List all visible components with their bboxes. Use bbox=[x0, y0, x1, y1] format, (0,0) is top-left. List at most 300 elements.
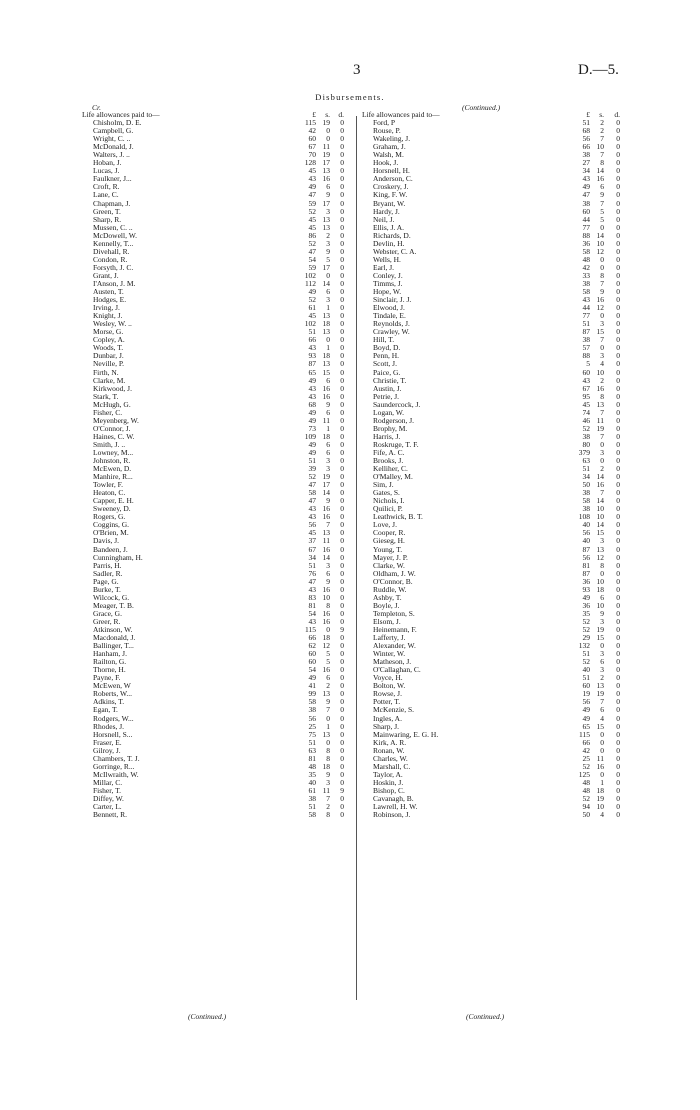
payee-name: Bryant, W. bbox=[373, 198, 406, 208]
payee-name: Bennett, R. bbox=[93, 810, 127, 820]
pence-value: 0 bbox=[340, 351, 344, 361]
pounds-value: 57 bbox=[582, 343, 590, 353]
pence-value: 0 bbox=[616, 383, 620, 393]
pounds-value: 51 bbox=[308, 802, 316, 812]
pence-value: 0 bbox=[340, 584, 344, 594]
payee-name: Thorne, H. bbox=[93, 665, 126, 675]
pounds-value: 81 bbox=[308, 600, 316, 610]
pence-value: 0 bbox=[616, 238, 620, 248]
payee-name: Clarke, W. bbox=[373, 560, 405, 570]
payee-name: McEwen, D. bbox=[93, 464, 132, 474]
pounds-value: 34 bbox=[582, 472, 590, 482]
payee-name: Copley, A. bbox=[93, 335, 125, 345]
pence-value: 0 bbox=[340, 745, 344, 755]
shillings-value: 13 bbox=[322, 311, 330, 321]
ledger-row bbox=[362, 473, 632, 481]
page-title: Disbursements. bbox=[315, 92, 385, 102]
shillings-value: 3 bbox=[600, 665, 604, 675]
payee-name: Irving, J. bbox=[93, 303, 120, 313]
payee-name: Atkinson, W. bbox=[93, 625, 133, 634]
pence-value: 0 bbox=[340, 697, 344, 707]
shillings-value: 10 bbox=[596, 504, 604, 514]
pence-value: 0 bbox=[340, 520, 344, 530]
pounds-value: 61 bbox=[308, 303, 316, 313]
payee-name: Alexander, W. bbox=[373, 641, 416, 651]
shillings-value: 3 bbox=[600, 351, 604, 361]
pence-value: 0 bbox=[340, 319, 344, 329]
shillings-value: 9 bbox=[600, 287, 604, 297]
pence-value: 0 bbox=[340, 608, 344, 618]
pounds-unit: £ bbox=[312, 110, 316, 119]
ledger-row bbox=[362, 256, 632, 264]
ledger-row bbox=[362, 344, 632, 352]
payee-name: Heinemann, F. bbox=[373, 625, 417, 634]
payee-name: Tindale, E. bbox=[373, 311, 406, 321]
pence-value: 0 bbox=[340, 383, 344, 393]
pounds-value: 49 bbox=[582, 713, 590, 723]
shillings-value: 12 bbox=[322, 641, 330, 651]
pounds-value: 43 bbox=[308, 584, 316, 594]
payee-name: Hill, T. bbox=[373, 335, 395, 345]
pence-value: 0 bbox=[616, 592, 620, 602]
pence-value: 0 bbox=[340, 600, 344, 610]
pounds-value: 61 bbox=[308, 785, 316, 795]
payee-name: Voyce, H. bbox=[373, 673, 403, 683]
payee-name: Horsnell, H. bbox=[373, 166, 410, 176]
column-header-label: Life allowances paid to— bbox=[82, 110, 160, 119]
pounds-value: 52 bbox=[582, 793, 590, 803]
left-column bbox=[82, 111, 354, 819]
pence-value: 0 bbox=[616, 230, 620, 240]
shillings-value: 15 bbox=[596, 721, 604, 731]
pounds-value: 51 bbox=[308, 737, 316, 747]
pounds-value: 77 bbox=[582, 222, 590, 232]
pounds-value: 29 bbox=[582, 633, 590, 643]
shillings-value: 3 bbox=[326, 456, 330, 466]
ledger-row bbox=[362, 706, 632, 714]
pence-value: 0 bbox=[616, 560, 620, 570]
shillings-value: 16 bbox=[322, 584, 330, 594]
pounds-value: 81 bbox=[582, 560, 590, 570]
pence-value: 0 bbox=[340, 488, 344, 498]
pounds-value: 52 bbox=[308, 472, 316, 482]
pounds-value: 67 bbox=[582, 383, 590, 393]
pounds-value: 49 bbox=[582, 182, 590, 192]
shillings-value: 17 bbox=[322, 480, 330, 490]
shillings-value: 19 bbox=[596, 625, 604, 634]
pence-value: 0 bbox=[340, 423, 344, 433]
payee-name: Millar, C. bbox=[93, 777, 123, 787]
payee-name: Devlin, H. bbox=[373, 238, 405, 248]
payee-name: Morse, G. bbox=[93, 327, 124, 337]
pence-value: 0 bbox=[616, 488, 620, 498]
payee-name: Grant, J. bbox=[93, 270, 119, 280]
pounds-value: 52 bbox=[308, 238, 316, 248]
shillings-value: 3 bbox=[326, 560, 330, 570]
pence-value: 0 bbox=[616, 689, 620, 699]
payee-name: McKenzie, S. bbox=[373, 705, 415, 715]
pounds-value: 52 bbox=[582, 761, 590, 771]
shillings-value: 0 bbox=[326, 134, 330, 144]
pounds-value: 45 bbox=[582, 399, 590, 409]
payee-name: Lane, C. bbox=[93, 190, 119, 200]
shillings-value: 7 bbox=[600, 278, 604, 288]
shillings-value: 10 bbox=[596, 238, 604, 248]
payee-name: Boyle, J. bbox=[373, 600, 400, 610]
pounds-value: 47 bbox=[308, 480, 316, 490]
shillings-value: 11 bbox=[322, 142, 330, 152]
pounds-value: 52 bbox=[582, 423, 590, 433]
pounds-value: 56 bbox=[308, 713, 316, 723]
shillings-value: 12 bbox=[596, 246, 604, 256]
credit-label: Cr. bbox=[92, 103, 101, 112]
pence-value: 0 bbox=[340, 802, 344, 812]
pounds-value: 65 bbox=[308, 367, 316, 377]
pence-value: 0 bbox=[340, 166, 344, 176]
pounds-value: 51 bbox=[582, 464, 590, 474]
payee-name: Brooks, J. bbox=[373, 456, 404, 466]
shillings-value: 16 bbox=[596, 480, 604, 490]
shillings-value: 3 bbox=[326, 206, 330, 216]
payee-name: Anderson, C. bbox=[373, 174, 413, 184]
payee-name: Taylor, A. bbox=[373, 769, 403, 779]
column-header bbox=[362, 111, 632, 119]
shillings-value: 2 bbox=[326, 681, 330, 691]
pence-value: 0 bbox=[616, 608, 620, 618]
ledger-row bbox=[362, 425, 632, 433]
pence-value: 0 bbox=[616, 568, 620, 578]
pence-value: 0 bbox=[616, 616, 620, 626]
payee-name: Bishop, C. bbox=[373, 785, 405, 795]
payee-name: Hanham, J. bbox=[93, 649, 127, 659]
payee-name: Chisholm, D. E. bbox=[93, 118, 142, 128]
shillings-value: 6 bbox=[600, 182, 604, 192]
payee-name: McHugh, G. bbox=[93, 399, 131, 409]
shillings-value: 13 bbox=[322, 528, 330, 538]
pounds-value: 49 bbox=[308, 287, 316, 297]
pence-value: 0 bbox=[340, 367, 344, 377]
shillings-value: 11 bbox=[596, 753, 604, 763]
pence-value: 0 bbox=[616, 407, 620, 417]
shillings-value: 16 bbox=[322, 608, 330, 618]
payee-name: Greer, R. bbox=[93, 616, 121, 626]
shillings-value: 1 bbox=[326, 343, 330, 353]
payee-name: Reynolds, J. bbox=[373, 319, 410, 329]
shillings-value: 0 bbox=[600, 729, 604, 739]
pence-value: 0 bbox=[616, 769, 620, 779]
pence-value: 0 bbox=[340, 657, 344, 667]
shillings-value: 9 bbox=[326, 246, 330, 256]
ledger-row bbox=[362, 151, 632, 159]
payee-name: Lawrell, H. W. bbox=[373, 802, 418, 812]
payee-name: Gieseg, H. bbox=[373, 536, 405, 546]
pence-value: 0 bbox=[616, 142, 620, 152]
pounds-value: 51 bbox=[582, 673, 590, 683]
pounds-value: 56 bbox=[582, 134, 590, 144]
pounds-value: 43 bbox=[582, 375, 590, 385]
payee-name: Hoskin, J. bbox=[373, 777, 404, 787]
ledger-row bbox=[362, 200, 632, 208]
pence-value: 0 bbox=[340, 303, 344, 313]
shillings-value: 19 bbox=[596, 793, 604, 803]
shillings-value: 6 bbox=[326, 287, 330, 297]
pounds-value: 379 bbox=[578, 447, 590, 457]
shillings-value: 15 bbox=[596, 327, 604, 337]
shillings-value: 9 bbox=[326, 399, 330, 409]
payee-name: Boyd, D. bbox=[373, 343, 401, 353]
pounds-value: 47 bbox=[308, 496, 316, 506]
shillings-value: 8 bbox=[326, 745, 330, 755]
shillings-value: 9 bbox=[326, 769, 330, 779]
shillings-value: 18 bbox=[596, 584, 604, 594]
pounds-value: 95 bbox=[582, 391, 590, 401]
pence-value: 0 bbox=[340, 311, 344, 321]
pence-value: 0 bbox=[340, 254, 344, 264]
payee-name: Fisher, T. bbox=[93, 785, 121, 795]
pence-value: 0 bbox=[340, 512, 344, 522]
shillings-value: 16 bbox=[596, 761, 604, 771]
pounds-value: 58 bbox=[582, 246, 590, 256]
pounds-value: 67 bbox=[308, 544, 316, 554]
pounds-value: 48 bbox=[582, 777, 590, 787]
payee-name: Meyenberg, W. bbox=[93, 415, 139, 425]
pounds-value: 60 bbox=[308, 649, 316, 659]
pence-value: 0 bbox=[340, 447, 344, 457]
shillings-value: 9 bbox=[326, 190, 330, 200]
pounds-value: 49 bbox=[308, 415, 316, 425]
pounds-value: 33 bbox=[582, 270, 590, 280]
shillings-value: 11 bbox=[322, 785, 330, 795]
shillings-value: 0 bbox=[326, 713, 330, 723]
ledger-row bbox=[362, 610, 632, 618]
payee-name: Elwood, J. bbox=[373, 303, 405, 313]
pence-value: 0 bbox=[340, 222, 344, 232]
pounds-value: 43 bbox=[308, 174, 316, 184]
pounds-value: 39 bbox=[308, 464, 316, 474]
shillings-value: 18 bbox=[322, 431, 330, 441]
pounds-value: 45 bbox=[308, 311, 316, 321]
payee-name: Davis, J. bbox=[93, 536, 120, 546]
pence-value: 0 bbox=[340, 528, 344, 538]
shillings-value: 11 bbox=[322, 536, 330, 546]
payee-name: McDonald, J. bbox=[93, 142, 134, 152]
pence-value: 0 bbox=[340, 431, 344, 441]
pence-value: 0 bbox=[340, 270, 344, 280]
shillings-value: 2 bbox=[600, 375, 604, 385]
payee-name: Towler, F. bbox=[93, 480, 124, 490]
ledger-row bbox=[362, 715, 632, 723]
pence-value: 0 bbox=[340, 439, 344, 449]
pounds-value: 52 bbox=[308, 206, 316, 216]
pence-value: 0 bbox=[340, 560, 344, 570]
pounds-value: 38 bbox=[582, 150, 590, 160]
payee-name: Dunbar, J. bbox=[93, 351, 124, 361]
pence-value: 0 bbox=[616, 367, 620, 377]
pence-value: 0 bbox=[340, 769, 344, 779]
pence-value: 0 bbox=[340, 464, 344, 474]
payee-name: Faulkner, J... bbox=[93, 174, 132, 184]
payee-name: Johnston, R. bbox=[93, 456, 131, 466]
payee-name: Crawley, W. bbox=[373, 327, 410, 337]
ledger-row bbox=[362, 481, 632, 489]
pence-value: 0 bbox=[616, 190, 620, 200]
shillings-value: 3 bbox=[600, 447, 604, 457]
pence-value: 0 bbox=[616, 745, 620, 755]
payee-name: Hope, W. bbox=[373, 287, 402, 297]
pence-value: 0 bbox=[616, 327, 620, 337]
payee-name: Cooper, R. bbox=[373, 528, 406, 538]
pounds-value: 47 bbox=[308, 576, 316, 586]
pence-value: 0 bbox=[340, 456, 344, 466]
shillings-value: 5 bbox=[326, 254, 330, 264]
pence-value: 0 bbox=[616, 359, 620, 369]
shillings-value: 15 bbox=[596, 528, 604, 538]
shillings-value: 2 bbox=[600, 118, 604, 128]
payee-name: Winter, W. bbox=[373, 649, 406, 659]
payee-name: Wilcock, G. bbox=[93, 592, 130, 602]
payee-name: King, F. W. bbox=[373, 190, 408, 200]
payee-name: Croft, R. bbox=[93, 182, 120, 192]
shillings-value: 3 bbox=[600, 616, 604, 626]
payee-name: Hodges, E. bbox=[93, 295, 127, 305]
payee-name: McIlwraith, W. bbox=[93, 769, 139, 779]
payee-name: Croskery, J. bbox=[373, 182, 409, 192]
payee-name: Gorringe, R... bbox=[93, 761, 135, 771]
pounds-value: 48 bbox=[582, 254, 590, 264]
ledger-row bbox=[82, 811, 354, 819]
shillings-value: 14 bbox=[596, 472, 604, 482]
payee-name: Cavanagh, B. bbox=[373, 793, 414, 803]
shillings-value: 16 bbox=[322, 383, 330, 393]
ledger-row bbox=[362, 208, 632, 216]
pounds-value: 48 bbox=[582, 785, 590, 795]
pounds-value: 77 bbox=[582, 311, 590, 321]
payee-name: Kennelly, T... bbox=[93, 238, 134, 248]
pounds-value: 60 bbox=[582, 206, 590, 216]
shillings-value: 18 bbox=[322, 351, 330, 361]
payee-name: Wakeling, J. bbox=[373, 134, 411, 144]
shillings-value: 16 bbox=[322, 512, 330, 522]
pence-value: 0 bbox=[616, 246, 620, 256]
shillings-value: 8 bbox=[326, 810, 330, 820]
pounds-value: 50 bbox=[582, 480, 590, 490]
shillings-value: 16 bbox=[322, 174, 330, 184]
ledger-row bbox=[362, 248, 632, 256]
payee-name: Meager, T. B. bbox=[93, 600, 134, 610]
shillings-value: 0 bbox=[600, 769, 604, 779]
shillings-value: 10 bbox=[322, 592, 330, 602]
payee-name: Knight, J. bbox=[93, 311, 123, 321]
pence-value: 0 bbox=[340, 415, 344, 425]
pence-value: 0 bbox=[616, 649, 620, 659]
pence-value: 0 bbox=[616, 657, 620, 667]
pence-value: 0 bbox=[340, 568, 344, 578]
payee-name: Fisher, C. bbox=[93, 407, 123, 417]
pence-value: 0 bbox=[340, 810, 344, 820]
ledger-row bbox=[362, 119, 632, 127]
pence-value: 0 bbox=[340, 665, 344, 675]
pounds-value: 58 bbox=[308, 697, 316, 707]
pence-value: 0 bbox=[616, 287, 620, 297]
pence-value: 0 bbox=[340, 504, 344, 514]
pounds-value: 73 bbox=[308, 423, 316, 433]
pence-value: 0 bbox=[616, 335, 620, 345]
pounds-value: 52 bbox=[582, 616, 590, 626]
pence-value: 0 bbox=[616, 753, 620, 763]
shillings-value: 7 bbox=[326, 520, 330, 530]
pence-value: 0 bbox=[616, 391, 620, 401]
payee-name: Marshall, C. bbox=[373, 761, 411, 771]
shillings-value: 0 bbox=[600, 456, 604, 466]
pence-value: 0 bbox=[616, 641, 620, 651]
payee-name: Campbell, G. bbox=[93, 126, 134, 136]
pounds-value: 47 bbox=[308, 190, 316, 200]
pence-value: 0 bbox=[340, 689, 344, 699]
shillings-value: 7 bbox=[326, 793, 330, 803]
right-column bbox=[362, 111, 632, 819]
payee-name: O'Brien, M. bbox=[93, 528, 129, 538]
pounds-value: 42 bbox=[308, 126, 316, 136]
pounds-value: 93 bbox=[308, 351, 316, 361]
pounds-value: 49 bbox=[308, 447, 316, 457]
payee-name: Lafferty, J. bbox=[373, 633, 406, 643]
payee-name: Capper, E. H. bbox=[93, 496, 134, 506]
pounds-value: 115 bbox=[305, 625, 316, 634]
shillings-value: 14 bbox=[322, 278, 330, 288]
payee-name: Carter, L. bbox=[93, 802, 122, 812]
pence-value: 0 bbox=[340, 761, 344, 771]
payee-name: McDowell, W. bbox=[93, 230, 137, 240]
pence-value: 0 bbox=[616, 150, 620, 160]
payee-name: Rodgerson, J. bbox=[373, 415, 415, 425]
shillings-value: 2 bbox=[326, 230, 330, 240]
pounds-value: 49 bbox=[308, 182, 316, 192]
shillings-value: 10 bbox=[596, 512, 604, 522]
pence-value: 0 bbox=[616, 319, 620, 329]
shillings-value: 1 bbox=[326, 303, 330, 313]
payee-name: Grace, G. bbox=[93, 608, 122, 618]
pounds-value: 102 bbox=[304, 319, 316, 329]
shillings-value: 14 bbox=[596, 520, 604, 530]
payee-name: Paice, G. bbox=[373, 367, 401, 377]
shillings-value: 14 bbox=[322, 552, 330, 562]
pounds-value: 41 bbox=[308, 681, 316, 691]
ledger-row bbox=[362, 586, 632, 594]
pounds-value: 86 bbox=[308, 230, 316, 240]
pence-value: 0 bbox=[616, 633, 620, 643]
pence-value: 0 bbox=[616, 134, 620, 144]
shillings-value: 8 bbox=[600, 158, 604, 168]
pounds-value: 87 bbox=[582, 327, 590, 337]
pounds-value: 44 bbox=[582, 214, 590, 224]
pounds-value: 42 bbox=[582, 745, 590, 755]
shillings-value: 0 bbox=[600, 568, 604, 578]
page-number: 3 bbox=[353, 62, 361, 78]
pence-value: 0 bbox=[340, 238, 344, 248]
pence-value: 0 bbox=[340, 246, 344, 256]
shillings-value: 16 bbox=[322, 504, 330, 514]
pounds-value: 38 bbox=[582, 335, 590, 345]
payee-name: Gilroy, J. bbox=[93, 745, 121, 755]
pounds-value: 25 bbox=[582, 753, 590, 763]
pence-value: 0 bbox=[340, 327, 344, 337]
pence-value: 0 bbox=[616, 415, 620, 425]
pence-value: 0 bbox=[616, 423, 620, 433]
pence-value: 0 bbox=[616, 713, 620, 723]
pounds-value: 51 bbox=[582, 118, 590, 128]
payee-name: Neil, J. bbox=[373, 214, 395, 224]
shillings-value: 0 bbox=[326, 126, 330, 136]
